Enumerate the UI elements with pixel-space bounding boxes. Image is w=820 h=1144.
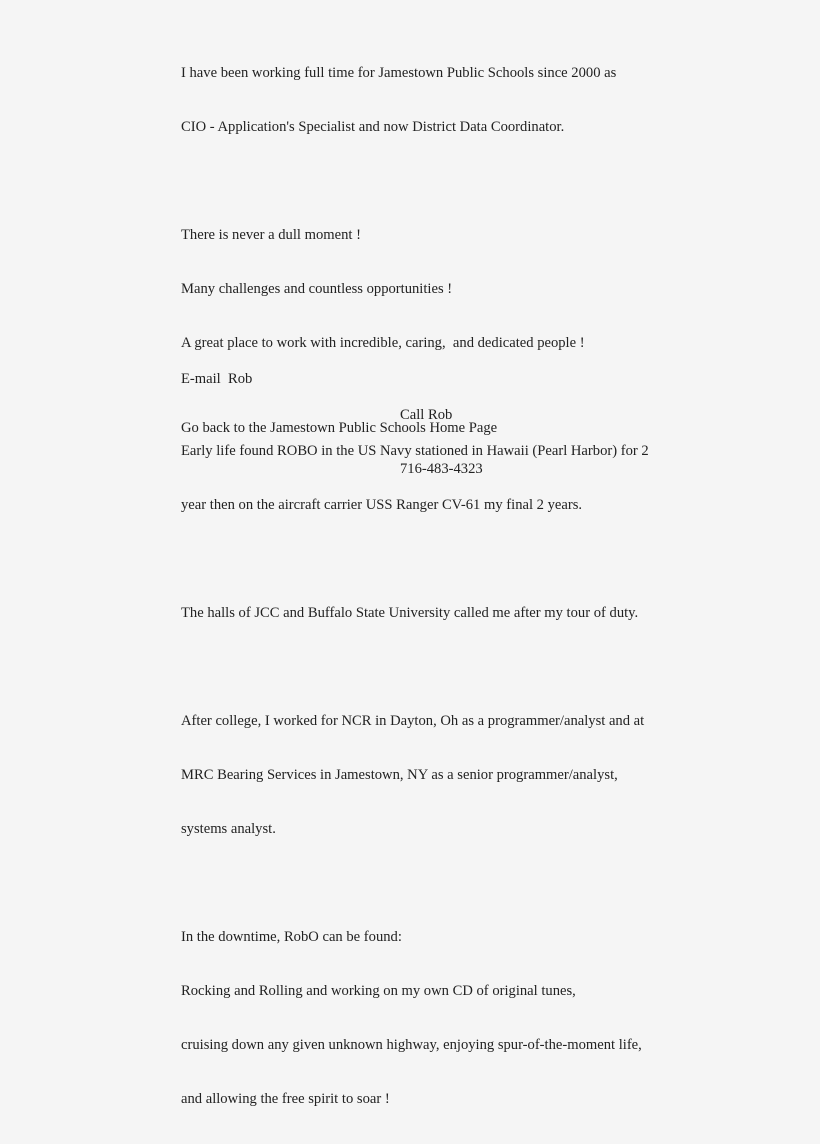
bio-content xyxy=(181,28,801,1144)
call-rob-label: Call Rob xyxy=(400,407,453,423)
phone-number: 716-483-4323 xyxy=(400,461,483,477)
paragraph-line: year then on the aircraft carrier USS Ranger CV-61 my final 2 years. xyxy=(181,497,583,513)
paragraph-line: MRC Bearing Services in Jamestown, NY as a senior programmer/analyst, xyxy=(181,767,618,783)
paragraph-line: systems analyst. xyxy=(181,821,276,837)
paragraph-line: cruising down any given unknown highway, enjoying spur-of-the-moment life, xyxy=(181,1037,642,1053)
home-page-link[interactable]: Go back to the Jamestown Public Schools Home Page xyxy=(181,420,498,436)
paragraph-line: and allowing the free spirit to soar ! xyxy=(181,1091,390,1107)
email-rob-link[interactable]: E-mail Rob xyxy=(181,371,253,387)
paragraph-line: A great place to work with incredible, caring, and dedicated people ! xyxy=(181,335,585,351)
paragraph-line: Many challenges and countless opportunities ! xyxy=(181,281,453,297)
paragraph-line: CIO - Application's Specialist and now District Data Coordinator. xyxy=(181,119,565,135)
enthusiasm-paragraph xyxy=(181,190,801,388)
call-rob-block xyxy=(400,370,483,514)
hobbies-paragraph xyxy=(181,892,801,1144)
intro-paragraph xyxy=(181,28,801,172)
paragraph-line: There is never a dull moment ! xyxy=(181,227,361,243)
paragraph-line: I have been working full time for Jamestown Public Schools since 2000 as xyxy=(181,65,617,81)
paragraph-line: The halls of JCC and Buffalo State University called me after my tour of duty. xyxy=(181,605,639,621)
paragraph-line: In the downtime, RobO can be found: xyxy=(181,929,402,945)
paragraph-line: Early life found ROBO in the US Navy stationed in Hawaii (Pearl Harbor) for 2 xyxy=(181,443,649,459)
education-paragraph xyxy=(181,568,801,658)
career-paragraph xyxy=(181,676,801,874)
paragraph-line: Rocking and Rolling and working on my own CD of original tunes, xyxy=(181,983,576,999)
paragraph-line: After college, I worked for NCR in Dayton, Oh as a programmer/analyst and at xyxy=(181,713,645,729)
